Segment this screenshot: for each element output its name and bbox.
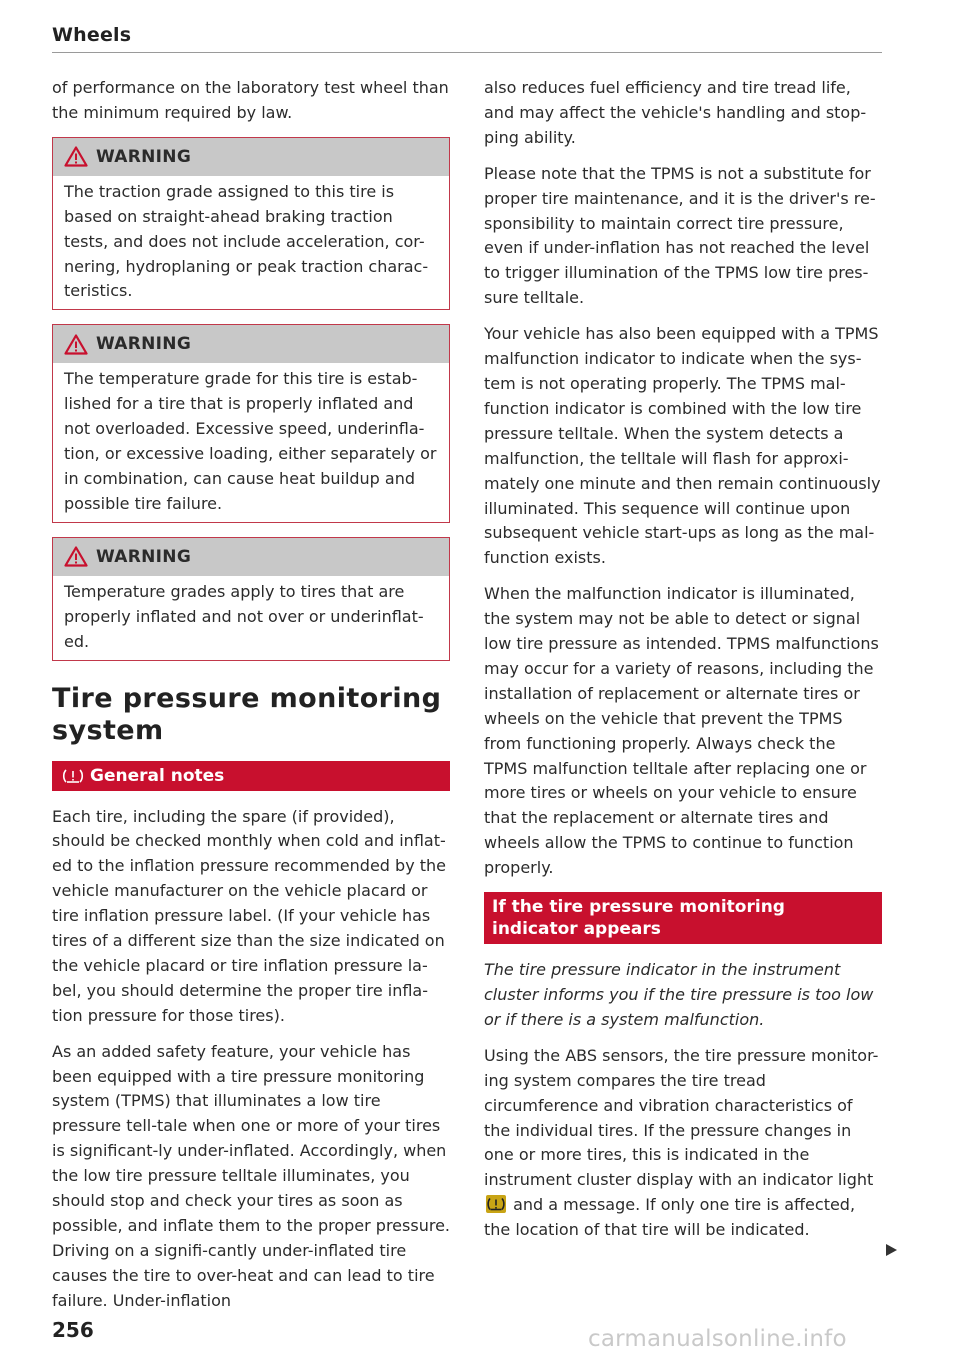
warning-header (53, 538, 449, 576)
paragraph: When the malfunction indicator is illuminated, the system may not be able to detect or signal low tire pressure as intended. TPMS malfunctions may occur for a variety of reasons, including the installation of replacement or alternate tires or wheels on the vehicle that prevent the TPMS from functioning properly. Always check the TPMS malfunction telltale after replacing one or more tires or wheels on your vehicle to ensure that the replacement or alternate tires and wheels allow the TPMS to continue to function properly. (484, 584, 879, 878)
warning-box (52, 137, 450, 311)
warning-triangle-icon (64, 146, 88, 167)
warning-text: The temperature grade for this tire is estab-lished for a tire that is properly inflated and not overloaded. Excessive speed, underinfla-tion, or excessive loading, either separately or in combination, can cause heat buildup and possible tire failure. (64, 369, 437, 513)
page-header-title: Wheels (52, 24, 132, 46)
continue-arrow-icon (884, 1243, 898, 1257)
paragraph (484, 1044, 882, 1243)
warning-text: Temperature grades apply to tires that are properly inflated and not over or underinflat-ed. (64, 581, 424, 651)
header-divider (52, 52, 882, 53)
warning-triangle-icon (64, 334, 88, 355)
paragraph: also reduces fuel efficiency and tire tread life, and may affect the vehicle's handling and stop-ping ability. (484, 78, 867, 147)
intro-text: The tire pressure indicator in the instrument cluster informs you if the tire pressure is too low or if there is a system malfunction. (484, 960, 874, 1029)
paragraph: Please note that the TPMS is not a substitute for proper tire maintenance, and it is the driver's re-sponsibility to maintain correct tire pressure, even if under-inflation has not reached the level to trigger illumination of the TPMS low tire pres-sure telltale. (484, 163, 876, 308)
warning-box (52, 537, 450, 661)
paragraph: Each tire, including the spare (if provided), should be checked monthly when cold and inflat-ed to the inflation pressure recommended by the vehicle manufacturer on the vehicle placard or tire inflation pressure label. (If your vehicle has tires of a different size than the size indicated on the vehicle placard or tire inflation pressure la-bel, you should determine the proper tire infla-tion pressure for those tires). (52, 806, 446, 1025)
subsection-header (484, 892, 882, 944)
paragraph: As an added safety feature, your vehicle has been equipped with a tire pressure monitoring system (TPMS) that illuminates a low tire pressure tell-tale when one or more of your tires is significant-ly under-inflated. Accordingly, when the low tire pressure telltale illuminates, you should stop and check your tires as soon as possible, and inflate them to the proper pressure. Driving on a signifi-cantly under-inflated tire causes the tire to over-heat and can lead to tire failure. Under-inflation (52, 1041, 450, 1310)
paragraph: Your vehicle has also been equipped with a TPMS malfunction indicator to indicate when the sys-tem is not operating properly. The TPMS mal-function indicator is combined with the low tire pressure telltale. When the system detects a malfunction, the telltale will flash for approxi-mately one minute and then remain continuously illuminated. This sequence will continue upon subsequent vehicle start-ups as long as the mal-function exists. (484, 324, 881, 568)
watermark: carmanualsonline.info (588, 1326, 847, 1352)
right-column (484, 76, 882, 1254)
subsection-header (52, 761, 450, 791)
paragraph-text: and a message. If only one tire is affected, the location of that tire will be indicated. (484, 1195, 856, 1240)
warning-header (53, 138, 449, 176)
warning-box (52, 324, 450, 522)
subsection-title: If the tire pressure monitoring indicator appears (492, 897, 785, 940)
warning-label: WARNING (96, 546, 192, 567)
warning-triangle-icon (64, 546, 88, 567)
section-title: Tire pressure monitoring system (52, 682, 442, 746)
warning-text: The traction grade assigned to this tire is based on straight-ahead braking traction tests, and does not include acceleration, cor-nering, hydroplaning or peak traction charac-teristics. (64, 181, 429, 301)
left-column (52, 76, 450, 1325)
warning-label: WARNING (96, 334, 192, 355)
subsection-title: General notes (90, 765, 225, 786)
tire-pressure-icon (62, 767, 84, 785)
warning-header (53, 325, 449, 363)
page-number: 256 (52, 1318, 94, 1342)
warning-label: WARNING (96, 146, 192, 167)
tire-pressure-indicator-icon (486, 1195, 506, 1213)
paragraph: of performance on the laboratory test wheel than the minimum required by law. (52, 78, 449, 122)
paragraph-text: Using the ABS sensors, the tire pressure monitor-ing system compares the tire tread circumference and vibration characteristics of the individual tires. If the pressure changes in one or more tires, this is indicated in the instrument cluster display with an indicator light (484, 1045, 879, 1190)
